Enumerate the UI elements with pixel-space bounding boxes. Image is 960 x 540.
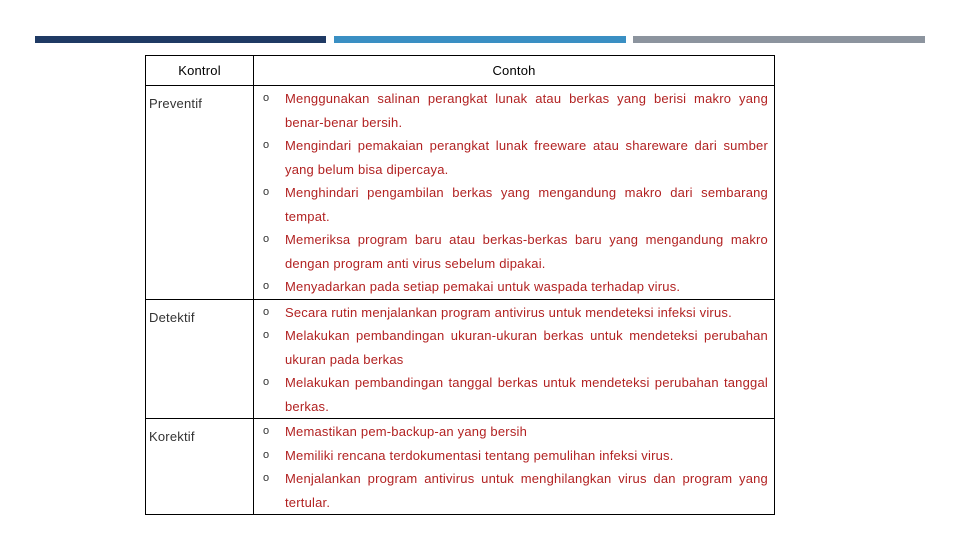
header-bar-dark-blue <box>35 36 326 43</box>
list-item <box>263 134 768 181</box>
item-text: Melakukan pembandingan ukuran-ukuran berkas untuk mendeteksi perubahan ukuran pada berkas <box>285 328 768 367</box>
list-item <box>263 467 768 514</box>
header-kontrol: Kontrol <box>146 56 254 86</box>
table-row <box>146 299 775 419</box>
list-item <box>263 228 768 275</box>
table-row <box>146 419 775 515</box>
item-text: Secara rutin menjalankan program antivirus untuk mendeteksi infeksi virus. <box>285 304 732 320</box>
kontrol-contoh-table <box>145 55 775 515</box>
header-bar-light-blue <box>334 36 626 43</box>
contoh-cell <box>254 419 775 515</box>
bullet-icon: o <box>263 233 270 245</box>
bullet-icon: o <box>263 305 270 318</box>
contoh-cell <box>254 86 775 300</box>
table-row <box>146 86 775 300</box>
item-text: Menyadarkan pada setiap pemakai untuk waspada terhadap virus. <box>285 279 681 294</box>
contoh-cell <box>254 299 775 419</box>
item-text: Menggunakan salinan perangkat lunak atau berkas yang berisi makro yang benar-benar bersih. <box>285 91 768 130</box>
item-text: Memastikan pem-backup-an yang bersih <box>285 424 528 439</box>
table-body <box>146 86 775 515</box>
bullet-icon: o <box>263 329 270 341</box>
item-text: Melakukan pembandingan tanggal berkas untuk mendeteksi perubahan tanggal berkas. <box>285 375 768 414</box>
list-item <box>263 301 768 325</box>
bullet-icon: o <box>263 280 270 292</box>
kontrol-cell: Korektif <box>146 419 254 515</box>
list-item <box>263 444 768 468</box>
item-text: Mengindari pemakaian perangkat lunak freeware atau shareware dari sumber yang belum bisa dipercaya. <box>285 138 768 177</box>
list-item <box>263 420 768 444</box>
list-item <box>263 87 768 134</box>
item-text: Memeriksa program baru atau berkas-berkas baru yang mengandung makro dengan program anti virus sebelum dipakai. <box>285 232 768 271</box>
item-text: Menghindari pengambilan berkas yang mengandung makro dari sembarang tempat. <box>285 185 768 224</box>
header-bar-gray <box>633 36 925 43</box>
bullet-icon: o <box>263 472 270 484</box>
bullet-icon: o <box>263 376 270 388</box>
item-text: Memiliki rencana terdokumentasi tentang pemulihan infeksi virus. <box>285 447 674 463</box>
item-text: Menjalankan program antivirus untuk menghilangkan virus dan program yang tertular. <box>285 471 768 510</box>
kontrol-cell: Detektif <box>146 299 254 419</box>
bullet-icon: o <box>263 448 270 461</box>
list-item <box>263 181 768 228</box>
list-item <box>263 371 768 418</box>
kontrol-cell: Preventif <box>146 86 254 300</box>
bullet-icon: o <box>263 425 270 437</box>
list-item <box>263 324 768 371</box>
list-item <box>263 275 768 299</box>
bullet-icon: o <box>263 139 270 151</box>
bullet-icon: o <box>263 92 270 104</box>
bullet-icon: o <box>263 186 270 198</box>
header-contoh: Contoh <box>254 56 775 86</box>
